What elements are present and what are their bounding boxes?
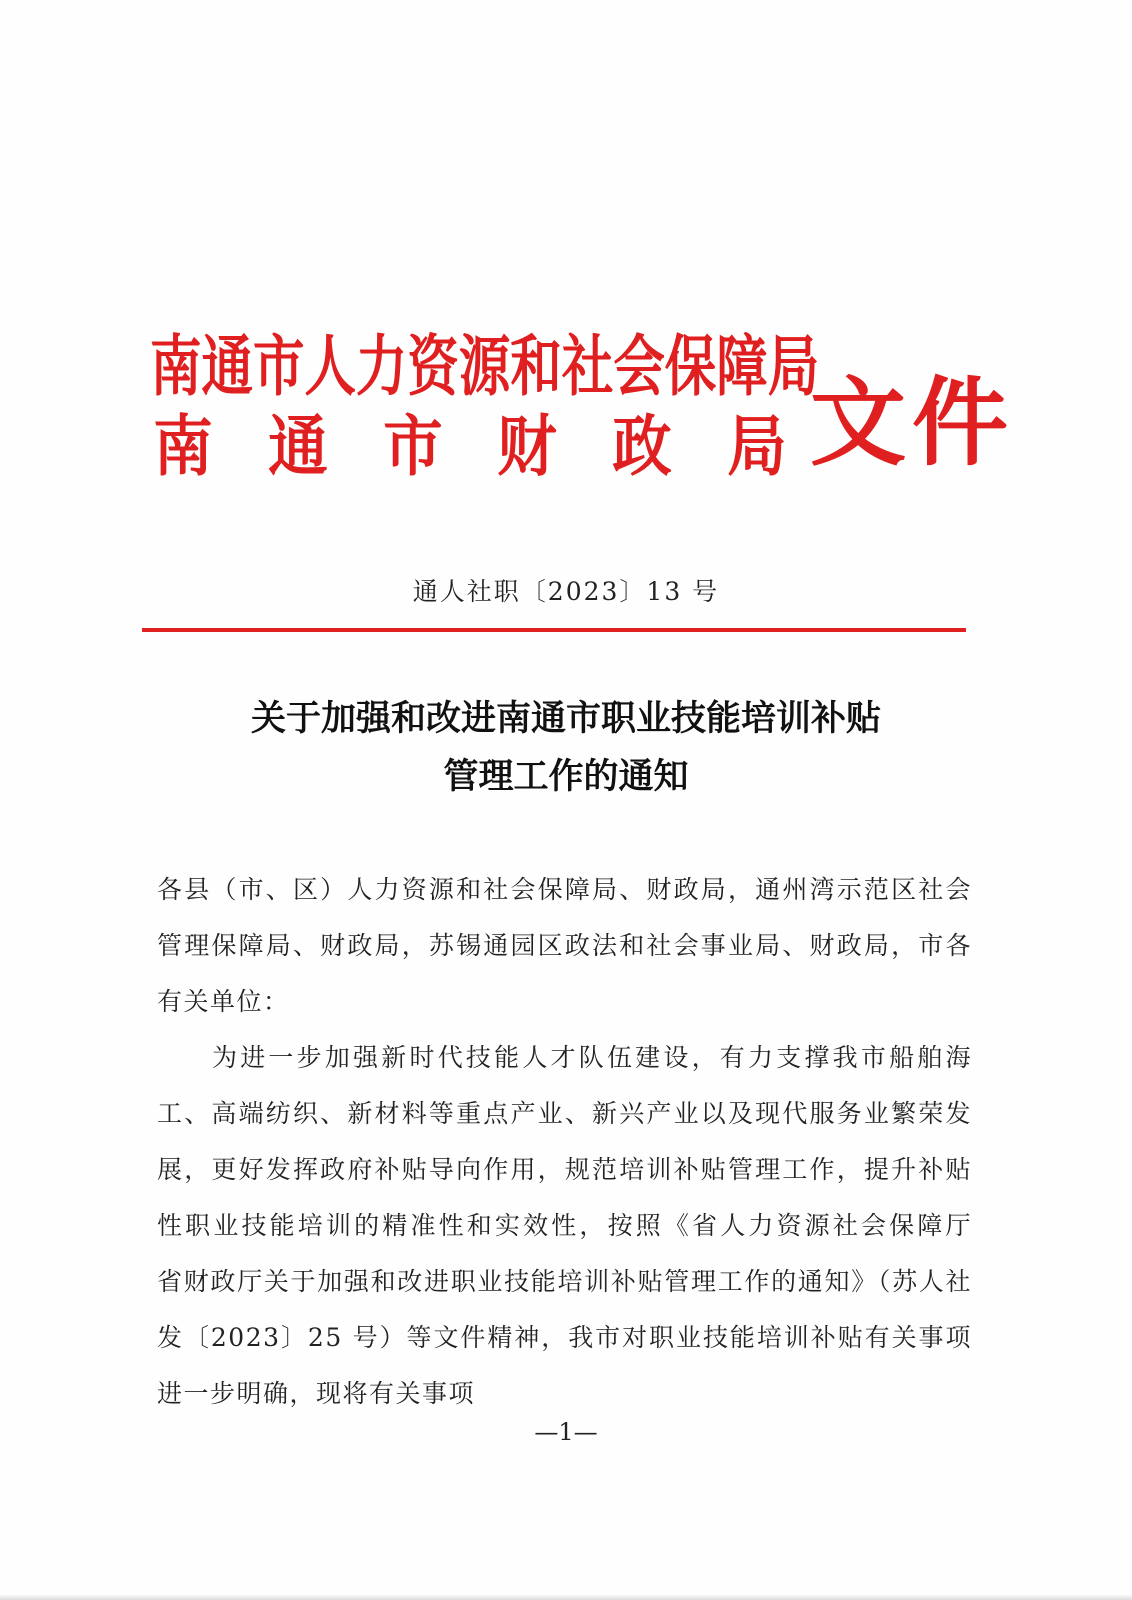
- body-paragraph: 为进一步加强新时代技能人才队伍建设，有力支撑我市船舶海工、高端纺织、新材料等重点产业、新兴产业以及现代服务业繁荣发展，更好发挥政府补贴导向作用，规范培训补贴管理工作，提升补贴性职业技能培训的精准性和实效性，按照《省人力资源社会保障厅 省财政厅关于加强和改进职业技能培训补贴管理工作的通知》（苏人社发〔2023〕25 号）等文件精神，我市对职业技能培训补贴有关事项进一步明确，现将有关事项: [157, 1043, 999, 1408]
- title-line-2: 管理工作的通知: [443, 757, 689, 797]
- title-line-1: 关于加强和改进南通市职业技能培训补贴: [250, 699, 881, 739]
- masthead-agency-2-char: 通: [268, 407, 328, 485]
- masthead-agency-2: [150, 408, 790, 484]
- masthead-suffix: 文件: [810, 366, 1014, 479]
- masthead-agency-2-char: 市: [382, 407, 443, 485]
- masthead-agency-2-char: 南: [153, 407, 213, 485]
- document-number: 通人社职〔2023〕13 号: [412, 577, 720, 606]
- red-masthead: [150, 327, 1014, 498]
- document-body: [157, 862, 999, 1422]
- scan-edge: [0, 1594, 1132, 1600]
- addressee-paragraph: 各县（市、区）人力资源和社会保障局、财政局，通州湾示范区社会管理保障局、财政局，苏锡通园区政法和社会事业局、财政局，市各有关单位：: [157, 875, 972, 1016]
- page-number: —1—: [534, 1418, 598, 1446]
- masthead-agency-1: 南通市人力资源和社会保障局: [150, 327, 820, 405]
- masthead-agency-2-char: 财: [497, 407, 558, 485]
- masthead-agency-2-char: 政: [612, 407, 672, 485]
- masthead-agency-2-char: 局: [727, 407, 787, 485]
- red-divider: [142, 628, 966, 632]
- document-title: [0, 690, 1132, 806]
